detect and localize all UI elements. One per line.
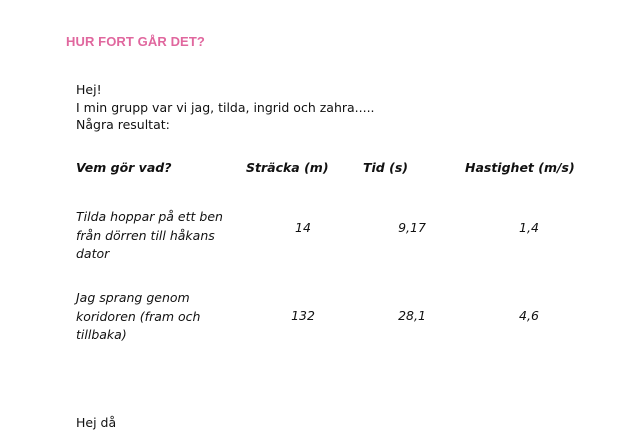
header-time: Tid (s) [363, 160, 408, 175]
row-time: 9,17 [398, 220, 426, 235]
row-activity: Tilda hoppar på ett ben från dörren till håkans dator [76, 209, 223, 261]
row-distance: 132 [291, 308, 315, 323]
row-distance: 14 [295, 220, 311, 235]
row-speed: 1,4 [519, 220, 539, 235]
row-speed: 4,6 [519, 308, 539, 323]
header-distance: Sträcka (m) [246, 160, 329, 175]
header-speed: Hastighet (m/s) [465, 160, 575, 175]
closing-text: Hej då [76, 415, 117, 430]
intro-text [76, 81, 375, 134]
header-activity: Vem gör vad? [76, 160, 172, 175]
page-title: HUR FORT GÅR DET? [66, 34, 205, 49]
greeting: Hej! [76, 82, 102, 97]
results-intro: Några resultat: [76, 117, 170, 132]
row-time: 28,1 [398, 308, 426, 323]
group-members: I min grupp var vi jag, tilda, ingrid och zahra..... [76, 99, 375, 115]
row-activity: Jag sprang genom koridoren (fram och tillbaka) [76, 290, 201, 342]
